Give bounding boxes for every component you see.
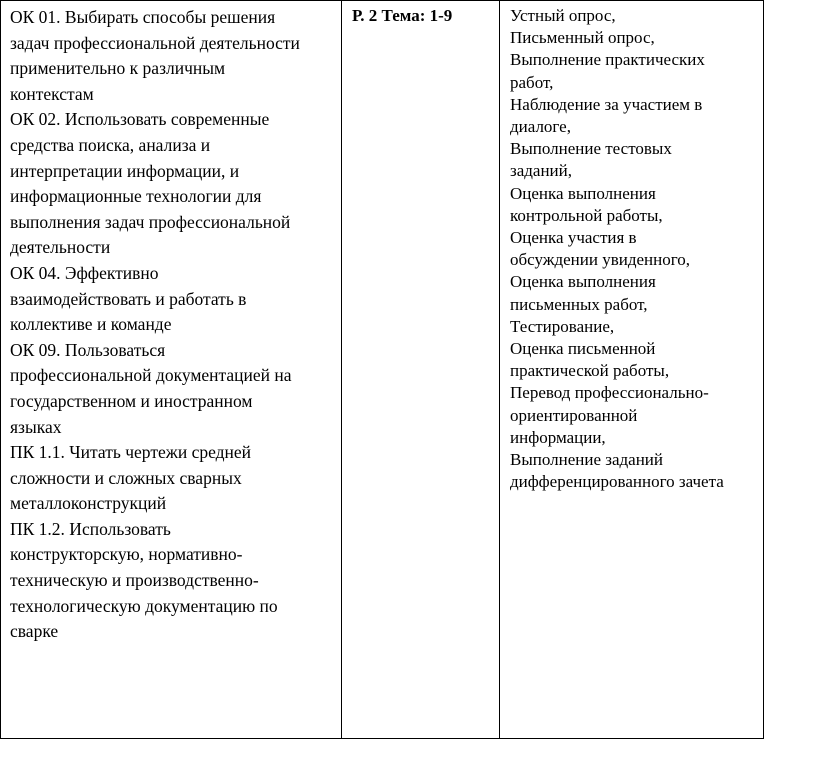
competency-line: ОК 09. Пользоваться bbox=[10, 339, 166, 360]
control-method-line: Оценка письменной bbox=[510, 339, 656, 359]
competency-line: деятельности bbox=[10, 237, 111, 258]
control-method-line: Письменный опрос, bbox=[510, 28, 655, 48]
competency-line: сварке bbox=[10, 621, 59, 642]
competency-line: ОК 01. Выбирать способы решения bbox=[10, 7, 276, 27]
control-method-line: ориентированной bbox=[510, 405, 638, 425]
competency-line: средства поиска, анализа и bbox=[10, 134, 211, 155]
control-method-line: информации, bbox=[510, 427, 606, 447]
control-method-line: письменных работ, bbox=[510, 294, 648, 314]
competency-line: техническую и производственно- bbox=[10, 570, 259, 591]
control-method-line: Выполнение практических bbox=[510, 50, 705, 70]
control-method-line: Выполнение заданий bbox=[510, 450, 663, 470]
competency-line: государственном и иностранном bbox=[10, 390, 253, 411]
control-method-line: контрольной работы, bbox=[510, 205, 663, 225]
control-method-line: Наблюдение за участием в bbox=[510, 94, 703, 114]
competencies-cell bbox=[1, 1, 342, 739]
control-method-line: Устный опрос, bbox=[510, 6, 616, 25]
control-method-line: Выполнение тестовых bbox=[510, 139, 672, 159]
competency-line: языках bbox=[10, 416, 62, 437]
competency-line: ПК 1.2. Использовать bbox=[10, 518, 171, 539]
competency-line: применительно к различным bbox=[10, 58, 226, 79]
control-method-line: обсуждении увиденного, bbox=[510, 250, 691, 270]
competency-line: технологическую документацию по bbox=[10, 595, 278, 616]
control-method-line: диалоге, bbox=[510, 117, 571, 137]
competency-line: информационные технологии для bbox=[10, 186, 262, 207]
table-row bbox=[1, 1, 764, 739]
competency-line: коллективе и команде bbox=[10, 314, 172, 335]
section-cell bbox=[342, 1, 500, 739]
competency-line: металлоконструкций bbox=[10, 493, 167, 514]
competency-line: ОК 02. Использовать современные bbox=[10, 109, 270, 130]
control-method-line: практической работы, bbox=[510, 361, 670, 381]
control-method-line: заданий, bbox=[510, 161, 572, 181]
control-method-line: Оценка участия в bbox=[510, 228, 637, 248]
control-method-line: Оценка выполнения bbox=[510, 183, 656, 203]
competency-line: задач профессиональной деятельности bbox=[10, 32, 300, 53]
competency-line: интерпретации информации, и bbox=[10, 160, 240, 181]
competency-line: конструкторскую, нормативно- bbox=[10, 544, 243, 565]
competencies-list bbox=[1, 1, 341, 645]
section-label: Р. 2 Тема: 1-9 bbox=[352, 6, 453, 25]
control-method-line: Тестирование, bbox=[510, 316, 615, 336]
control-methods-cell bbox=[500, 1, 764, 739]
competency-line: выполнения задач профессиональной bbox=[10, 211, 291, 232]
competency-line: ОК 04. Эффективно bbox=[10, 262, 159, 283]
control-method-line: работ, bbox=[510, 72, 554, 92]
competency-line: контекстам bbox=[10, 83, 94, 104]
competency-line: профессиональной документацией на bbox=[10, 365, 292, 386]
control-method-line: дифференцированного зачета bbox=[510, 472, 724, 492]
control-method-line: Перевод профессионально- bbox=[510, 383, 709, 403]
control-method-line: Оценка выполнения bbox=[510, 272, 656, 292]
control-methods-list bbox=[500, 1, 763, 493]
competency-line: сложности и сложных сварных bbox=[10, 467, 242, 488]
competency-line: ПК 1.1. Читать чертежи средней bbox=[10, 442, 252, 463]
competency-line: взаимодействовать и работать в bbox=[10, 288, 247, 309]
